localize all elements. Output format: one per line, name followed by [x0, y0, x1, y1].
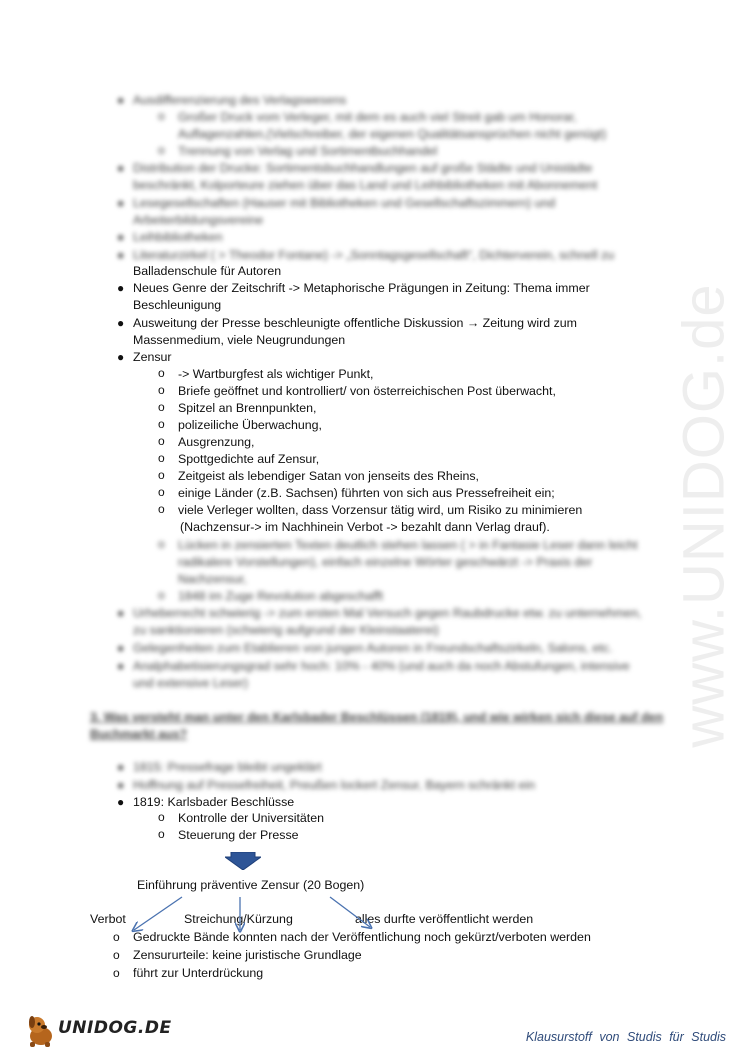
sub-bullet-icon: o — [158, 434, 165, 448]
text-line: Balladenschule für Autoren — [133, 264, 282, 278]
sub-bullet-icon: o — [158, 468, 165, 482]
sub-bullet-icon: o — [113, 948, 120, 962]
text-line: -> Wartburgfest als wichtiger Punkt, — [178, 367, 374, 381]
section-heading: Buchmarkt aus? — [90, 727, 188, 741]
bullet-icon: ● — [117, 795, 125, 809]
text-line: Spitzel an Brennpunkten, — [178, 401, 317, 415]
text-line: Massenmedium, viele Neugrundungen — [133, 333, 346, 347]
text-line: 1819: Karlsbader Beschlüsse — [133, 795, 295, 809]
watermark: www.UNIDOG.de — [671, 282, 737, 748]
sub-bullet-icon: o — [158, 109, 165, 123]
text-line: Ausgrenzung, — [178, 435, 255, 449]
text-line: Streichung/Kürzung — [184, 912, 293, 926]
sub-bullet-icon: o — [158, 537, 165, 551]
text-line: zu sanktionieren (schwierig aufgrund der Kleinstaaterei) — [133, 623, 439, 637]
sub-bullet-icon: o — [113, 966, 120, 980]
text-line: 1848 im Zuge Revolution abgeschafft — [178, 589, 384, 603]
text-line: Beschleunigung — [133, 298, 222, 312]
sub-bullet-icon: o — [158, 366, 165, 380]
text-line: Lücken in zensierten Texten deutlich stehen lassen ( > in Fantasie Leser dann leicht — [178, 538, 638, 552]
text-line: Zensururteile: keine juristische Grundlage — [133, 948, 362, 962]
text-line: Analphabetisierungsgrad sehr hoch: 10% - 40% (und auch da noch Abstufungen, intensive — [133, 659, 630, 673]
text-line: Nachzensur, — [178, 572, 247, 586]
sub-bullet-icon: o — [158, 810, 165, 824]
bullet-icon: ● — [117, 606, 125, 620]
bullet-icon: ● — [117, 659, 125, 673]
bullet-icon: ● — [117, 760, 125, 774]
text-line: Leihbibliotheken — [133, 230, 223, 244]
sub-bullet-icon: o — [158, 383, 165, 397]
text-line: führt zur Unterdrückung — [133, 966, 264, 980]
text-line: radikalere Vorstellungen), einfach einzelne Wörter geschwärzt -> Praxis der — [178, 555, 593, 569]
text-line: Briefe geöffnet und kontrolliert/ von österreichischen Post überwacht, — [178, 384, 556, 398]
bullet-icon: ● — [117, 281, 125, 295]
text-line: Ausdifferenzierung des Verlagswesens — [133, 93, 347, 107]
sub-bullet-icon: o — [158, 451, 165, 465]
sub-bullet-icon: o — [158, 143, 165, 157]
text-line: Gelegenheiten zum Etablieren von jungen Autoren in Freundschaftszirkeln, Salons, etc. — [133, 641, 613, 655]
bullet-icon: ● — [117, 778, 125, 792]
text-line: Zensur — [133, 350, 172, 364]
bullet-icon: ● — [117, 350, 125, 364]
bullet-icon: ● — [117, 316, 125, 330]
text-line: viele Verleger wollten, dass Vorzensur tätig wird, um Risiko zu minimieren — [178, 503, 583, 517]
text-line: polizeiliche Überwachung, — [178, 418, 322, 432]
footer-tagline: Klausurstoff von Studis für Studis — [525, 1030, 726, 1044]
bullet-icon: ● — [117, 641, 125, 655]
bullet-icon: ● — [117, 230, 125, 244]
text-line: Gedruckte Bände konnten nach der Veröffentlichung noch gekürzt/verboten werden — [133, 930, 591, 944]
text-line: einige Länder (z.B. Sachsen) führten von sich aus Pressefreiheit ein; — [178, 486, 555, 500]
logo-text: UNIDOG.DE — [58, 1018, 172, 1038]
text-line: Ausweitung der Presse beschleunigte offentliche Diskussion → Zeitung wird zum — [133, 316, 577, 330]
sub-bullet-icon: o — [158, 827, 165, 841]
text-line: Urheberrecht schwierig -> zum ersten Mal Versuch gegen Raubdrucke etw. zu unternehmen, — [133, 606, 642, 620]
sub-bullet-icon: o — [158, 502, 165, 516]
section-heading: 3. Was versteht man unter den Karlsbader Beschlüssen (1819), und wie wirken sich diese auf den — [90, 710, 664, 724]
text-line: 1815: Pressefrage bleibt ungeklärt — [133, 760, 322, 774]
text-line: alles durfte veröffentlicht werden — [355, 912, 534, 926]
unidog-logo[interactable] — [24, 1010, 184, 1050]
text-line: Zeitgeist als lebendiger Satan von jenseits des Rheins, — [178, 469, 479, 483]
sub-bullet-icon: o — [158, 417, 165, 431]
text-line: Kontrolle der Universitäten — [178, 811, 325, 825]
text-line: (Nachzensur-> im Nachhinein Verbot -> bezahlt dann Verlag drauf). — [180, 520, 550, 534]
text-line: Hoffnung auf Pressefreiheit, Preußen lockert Zensur, Bayern schränkt ein — [133, 778, 535, 792]
text-line: Trennung von Verlag und Sortimentbuchhandel — [178, 144, 438, 158]
text-line: Verbot — [90, 912, 126, 926]
text-line: Distribution der Drucke: Sortimentsbuchhandlungen auf große Städte und Unistädte — [133, 161, 593, 175]
dog-icon — [24, 1014, 58, 1048]
text-line: Spottgedichte auf Zensur, — [178, 452, 320, 466]
text-line: Literaturzirkel ( > Theodor Fontane) -> „Sonntagsgesellschaft“, Dichterverein, schnell zu — [133, 248, 615, 262]
bullet-icon: ● — [117, 161, 125, 175]
text-line: Auflagenzahlen,(Vielschreiber, der eigenen Qualitätsansprüchen nicht genügt) — [178, 127, 607, 141]
bullet-icon: ● — [117, 248, 125, 262]
text-line: und extensive Leser) — [133, 676, 249, 690]
text-line: Neues Genre der Zeitschrift -> Metaphorische Prägungen in Zeitung: Thema immer — [133, 281, 590, 295]
text-line: Lesegesellschaften (Hauser mit Bibliotheken und Gesellschaftszimmern) und — [133, 196, 556, 210]
text-line: Großer Druck vom Verleger, mit dem es auch viel Streit gab um Honorar, — [178, 110, 577, 124]
bullet-icon: ● — [117, 196, 125, 210]
sub-bullet-icon: o — [158, 588, 165, 602]
text-line: Arbeiterbildungsvereine — [133, 213, 264, 227]
sub-bullet-icon: o — [158, 485, 165, 499]
text-line: Einführung präventive Zensur (20 Bogen) — [137, 878, 365, 892]
text-line: beschränkt, Kolporteure ziehen über das Land und Leihbibliotheken mit Abonnement — [133, 178, 598, 192]
sub-bullet-icon: o — [113, 930, 120, 944]
text-line: Steuerung der Presse — [178, 828, 299, 842]
sub-bullet-icon: o — [158, 400, 165, 414]
bullet-icon: ● — [117, 93, 125, 107]
